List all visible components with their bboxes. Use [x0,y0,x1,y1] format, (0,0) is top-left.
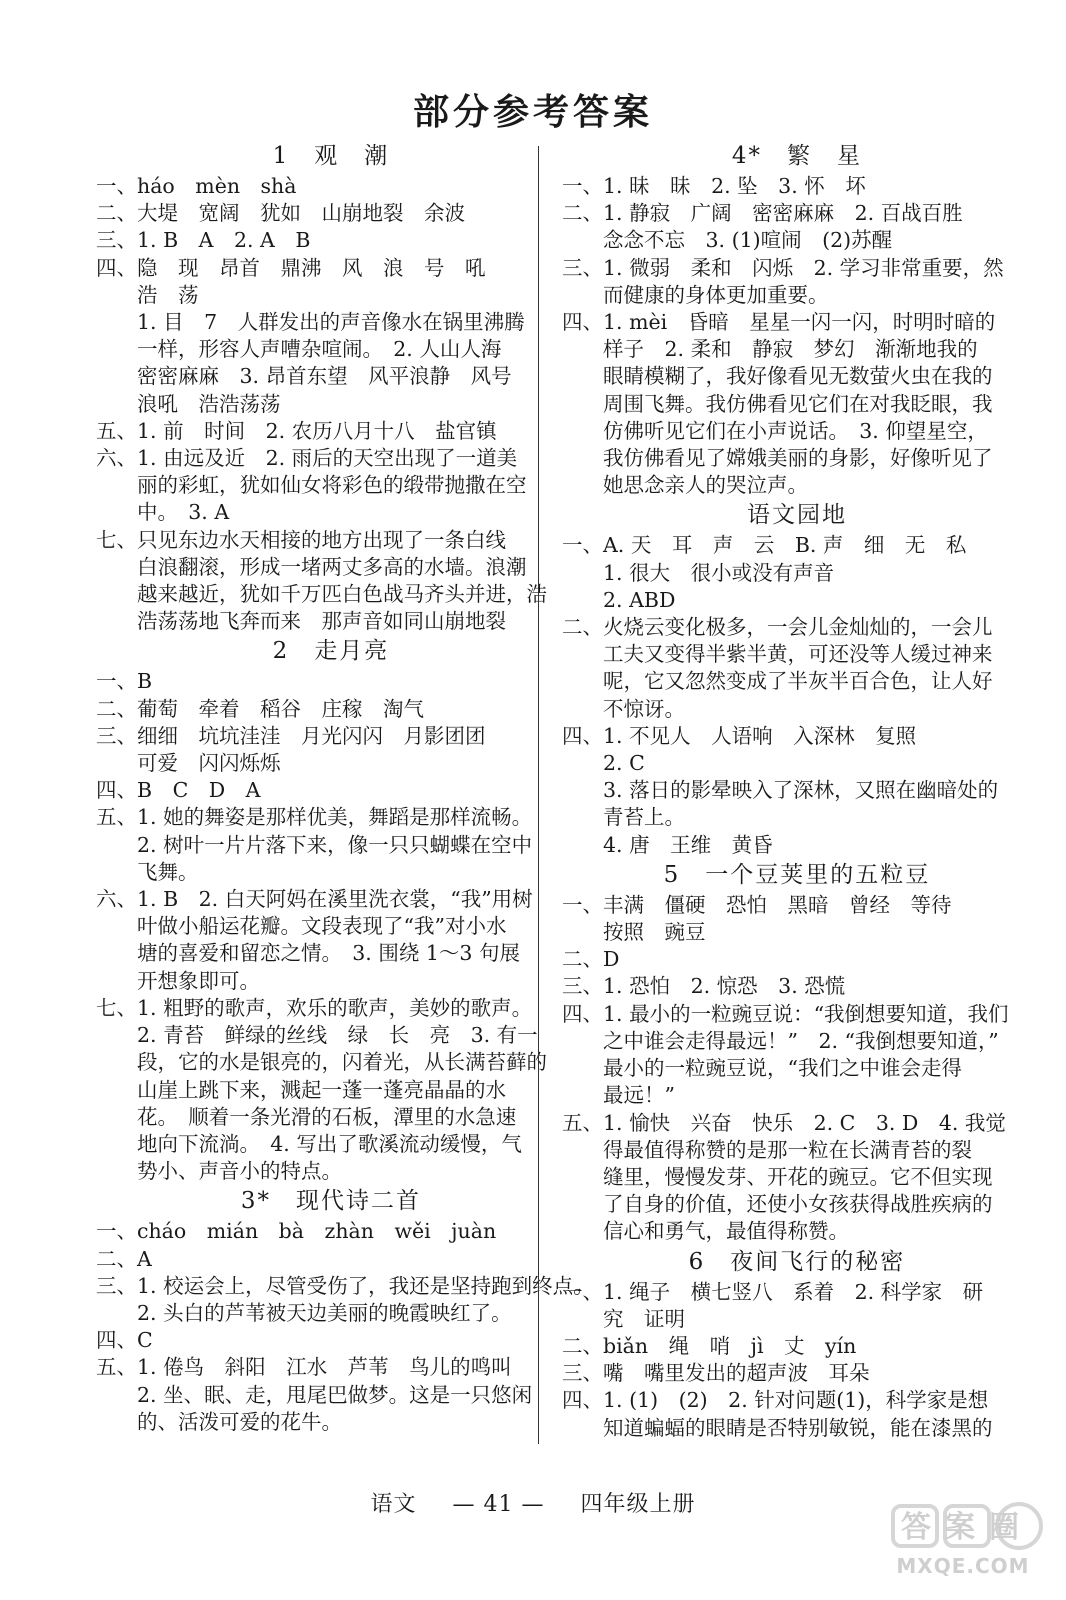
section-heading: 6 夜间飞行的秘密 [688,1248,906,1275]
answer-line: 最小的一粒豌豆说，“我们之中谁会走得 [562,1056,962,1081]
answer-line: 了自身的价值，还使小女孩获得战胜疾病的 [562,1192,993,1217]
answer-line: 六、1. 由远及近 2. 雨后的天空出现了一道美 [96,446,518,471]
answer-line: 四、1. (1) (2) 2. 针对问题(1)，科学家是想 [562,1388,989,1413]
answer-line: 周围飞舞。我仿佛看见它们在对我眨眼，我 [562,391,993,416]
answer-line: 三、1. 恐怕 2. 惊恐 3. 恐慌 [562,974,846,999]
answer-line: 2. 树叶一片片落下来，像一只只蝴蝶在空中 [96,832,533,857]
answer-line: 念念不忘 3. (1)喧闹 (2)苏醒 [562,228,893,253]
section-heading: 2 走月亮 [272,638,390,665]
answer-line: 七、1. 粗野的歌声，欢乐的歌声，美妙的歌声。 [96,995,533,1020]
answer-line: 浩 荡 [96,282,199,307]
answer-line: 四、1. 最小的一粒豌豆说：“我倒想要知道，我们 [562,1001,1009,1026]
answer-line: 三、细细 坑坑洼洼 月光闪闪 月影团团 [96,723,486,748]
answer-line: 1. 很大 很小或没有声音 [562,560,835,585]
answer-line: 三、1. 校运会上，尽管受伤了，我还是坚持跑到终点。 [96,1273,594,1298]
answer-line: 3. 落日的影晕映入了深林，又照在幽暗处的 [562,778,999,803]
answer-line: 2. ABD [562,587,676,612]
answer-line: 仿佛听见它们在小声说话。 3. 仰望星空， [562,418,988,443]
answer-line: 势小、声音小的特点。 [96,1159,342,1184]
answer-line: 她思念亲人的哭泣声。 [562,473,808,498]
answer-line: 2. 青苔 鲜绿的丝线 绿 长 亮 3. 有一 [96,1023,538,1048]
answer-line: 呢，它又忽然变成了半灰半百合色，让人好 [562,669,993,694]
answer-line: 不惊讶。 [562,696,685,721]
section-heading: 语文园地 [747,502,847,529]
answer-line: 信心和勇气，最值得称赞。 [562,1219,849,1244]
answer-line: 四、B C D A [96,778,261,803]
answer-line: 2. C [562,751,645,776]
watermark-site: MXQE.COM [896,1554,1030,1578]
answer-line: 二、biǎn 绳 哨 jì 丈 yín [562,1333,857,1358]
section-heading: 1 观 潮 [272,143,390,169]
answer-line: 叶做小船运花瓣。文段表现了“我”对小水 [96,914,507,939]
answer-line: 花。 顺着一条光滑的石板，潭里的水急速 [96,1104,517,1129]
answer-line: 可爱 闪闪烁烁 [96,751,281,776]
answer-line: 缝里，慢慢发芽、开花的豌豆。它不但实现 [562,1164,993,1189]
answer-line: 之中谁会走得最远！” 2. “我倒想要知道，” [562,1028,999,1053]
answer-line: 二、1. 静寂 广阔 密密麻麻 2. 百战百胜 [562,201,963,226]
answer-line: 一、cháo mián bà zhàn wěi juàn [96,1219,497,1244]
answer-line: 三、1. B A 2. A B [96,228,311,253]
answer-line: 一、丰满 僵硬 恐怕 黑暗 曾经 等待 [562,892,952,917]
answer-line: 二、D [562,947,620,972]
answer-line: 的、活泼可爱的花牛。 [96,1409,342,1434]
answer-line: 中。 3. A [96,500,230,525]
right-column [562,140,1032,1442]
answer-line: 三、1. 微弱 柔和 闪烁 2. 学习非常重要，然 [562,255,1004,280]
answer-line: 眼睛模糊了，我好像看见无数萤火虫在我的 [562,364,993,389]
answer-line: 2. 坐、眠、走，甩尾巴做梦。这是一只悠闲 [96,1382,533,1407]
answer-line: 知道蝙蝠的眼睛是否特别敏锐，能在漆黑的 [562,1415,993,1440]
answer-line: 四、1. 不见人 人语响 入深林 复照 [562,723,917,748]
watermark-logo [875,1500,1051,1586]
answer-line: 越来越近，犹如千万匹白色战马齐头并进，浩 [96,582,547,607]
answer-line: 四、1. mèi 昏暗 星星一闪一闪，时明时暗的 [562,310,996,335]
answer-line: 一、A. 天 耳 声 云 B. 声 细 无 私 [562,533,967,558]
answer-line: 青苔上。 [562,805,685,830]
answer-line: 七、只见东边水天相接的地方出现了一条白线 [96,527,506,552]
section-heading: 5 一个豆荚里的五粒豆 [663,861,931,888]
watermark-logo-text: 答案圈 [901,1510,1033,1545]
answer-line: 四、隐 现 昂首 鼎沸 风 浪 号 吼 [96,255,486,280]
answer-line: 一、1. 绳子 横七竖八 系着 2. 科学家 研 [562,1279,984,1304]
answer-line: 二、A [96,1246,152,1271]
answer-line: 四、C [96,1328,153,1353]
answer-line: 地向下流淌。 4. 写出了歌溪流动缓慢，气 [96,1131,522,1156]
answer-line: 密密麻麻 3. 昂首东望 风平浪静 风号 [96,364,512,389]
answer-line: 浩荡荡地飞奔而来 那声音如同山崩地裂 [96,609,506,634]
answer-line: 段，它的水是银亮的，闪着光，从长满苔藓的 [96,1050,547,1075]
column-divider [538,146,539,1444]
section-heading: 3* 现代诗二首 [240,1188,422,1215]
answer-line: 一、B [96,669,153,694]
footer-subject: 语文 [370,1492,417,1517]
answer-line: 我仿佛看见了嫦娥美丽的身影，好像听见了 [562,446,993,471]
answer-line: 五、1. 愉快 兴奋 快乐 2. C 3. D 4. 我觉 [562,1110,1006,1135]
answer-line: 塘的喜爱和留恋之情。 3. 围绕 1～3 句展 [96,941,520,966]
answer-line: 一、háo mèn shà [96,174,297,198]
answer-line: 一、1. 昧 昧 2. 坠 3. 怀 坏 [562,174,866,198]
answer-line: 二、大堤 宽阔 犹如 山崩地裂 余波 [96,201,465,226]
answer-line: 最远！” [562,1083,675,1108]
page-title: 部分参考答案 [412,91,653,133]
answer-line: 五、1. 前 时间 2. 农历八月十八 盐官镇 [96,418,497,443]
answer-line: 五、1. 她的舞姿是那样优美，舞蹈是那样流畅。 [96,805,533,830]
answer-line: 究 证明 [562,1306,685,1331]
answer-line: 工夫又变得半紫半黄，可还没等人缓过神来 [562,642,993,667]
answer-line: 二、葡萄 牵着 稻谷 庄稼 淘气 [96,696,424,721]
answer-line: 1. 目 7 人群发出的声音像水在锅里沸腾 [96,310,525,335]
answer-line: 飞舞。 [96,859,199,884]
section-heading: 4* 繁 星 [731,143,863,169]
answer-line: 按照 豌豆 [562,920,706,945]
answer-line: 一样，形容人声嘈杂喧闹。 2. 人山人海 [96,337,502,362]
answer-line: 白浪翻滚，形成一堵两丈多高的水墙。浪潮 [96,554,527,579]
answer-line: 二、火烧云变化极多，一会儿金灿灿的，一会儿 [562,615,993,640]
answer-line: 山崖上跳下来，溅起一蓬一蓬亮晶晶的水 [96,1077,506,1102]
answer-line: 浪吼 浩浩荡荡 [96,391,281,416]
answer-line: 开想象即可。 [96,968,260,993]
answer-line: 三、嘴 嘴里发出的超声波 耳朵 [562,1361,870,1386]
page-number: — 41 — [452,1492,545,1517]
answer-line: 六、1. B 2. 白天阿妈在溪里洗衣裳，“我”用树 [96,887,533,912]
answer-line: 五、1. 倦鸟 斜阳 江水 芦苇 鸟儿的鸣叫 [96,1355,512,1380]
answer-line: 得最值得称赞的是那一粒在长满青苔的裂 [562,1137,972,1162]
footer-grade: 四年级上册 [580,1492,696,1517]
answer-line: 样子 2. 柔和 静寂 梦幻 渐渐地我的 [562,337,978,362]
answer-line: 而健康的身体更加重要。 [562,282,829,307]
answer-line: 2. 头白的芦苇被天边美丽的晚霞映红了。 [96,1300,512,1325]
answer-line: 4. 唐 王维 黄昏 [562,832,773,857]
answer-line: 丽的彩虹，犹如仙女将彩色的缎带抛撒在空 [96,473,527,498]
